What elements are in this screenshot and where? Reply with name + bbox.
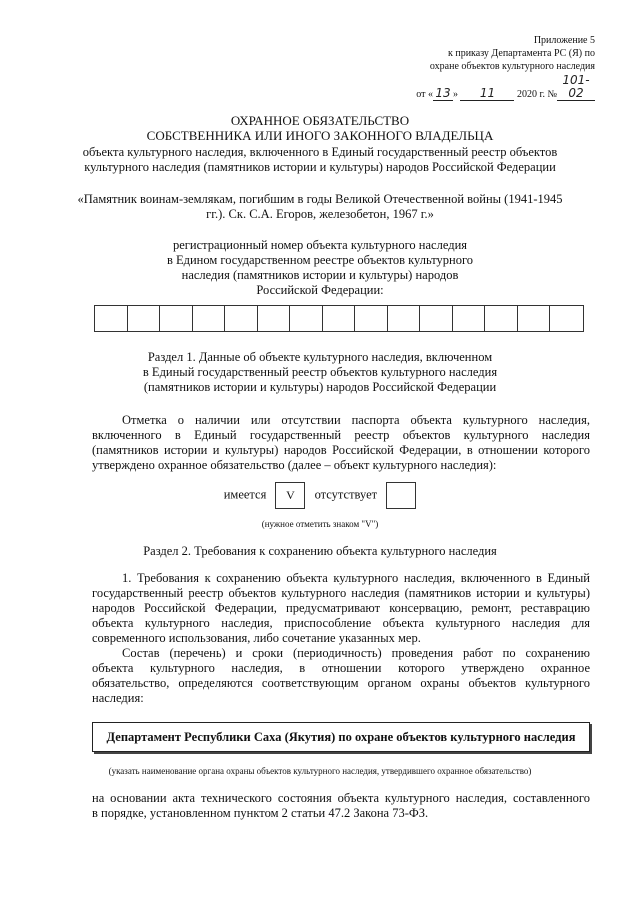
subtitle-line2: культурного наследия (памятников истории и культуры) народов Российской Федерации (84, 160, 556, 174)
date-month: 11 (460, 87, 514, 101)
basis-line2: в порядке, установленном пунктом 2 статьи 47.2 Закона 73-ФЗ. (92, 806, 429, 820)
req-line1: 1. Требования к сохранению объекта культурного наследия, включенного в Единый (122, 571, 590, 585)
registration-label (0, 238, 640, 298)
registration-cell[interactable] (453, 306, 486, 331)
registration-cell[interactable] (128, 306, 161, 331)
scope-line3: обязательство, определяются соответствующим органом охраны объектов культурного (92, 676, 590, 690)
title-line2: СОБСТВЕННИКА ИЛИ ИНОГО ЗАКОННОГО ВЛАДЕЛЬЦА (146, 128, 494, 143)
requirements-paragraph (92, 571, 590, 706)
req-line4: объекта культурного наследия, приспособление объекта культурного наследия для (92, 616, 590, 630)
registration-cell[interactable] (355, 306, 388, 331)
passport-line4: утверждено охранное обязательство (далее – объект культурного наследия): (92, 458, 497, 472)
registration-cell[interactable] (193, 306, 226, 331)
registration-number-grid (94, 305, 584, 332)
scope-line2: объекта культурного наследия, в отношении которого утверждено охранное (92, 661, 590, 675)
registration-cell[interactable] (518, 306, 551, 331)
section2-heading: Раздел 2. Требования к сохранению объекта культурного наследия (143, 544, 497, 558)
registration-cell[interactable] (258, 306, 291, 331)
section1-line2: в Единый государственный реестр объектов культурного наследия (142, 365, 498, 379)
authority-name-box: Департамент Республики Саха (Якутия) по охране объектов культурного наследия (92, 722, 590, 752)
passport-paragraph (92, 413, 590, 473)
req-line3: народов Российской Федерации, предусматривают консервацию, ремонт, реставрацию (92, 601, 590, 615)
basis-line1: на основании акта технического состояния объекта культурного наследия, составленного (92, 791, 590, 805)
section1-line1: Раздел 1. Данные об объекте культурного наследия, включенном (147, 350, 493, 364)
no-passport-label: отсутствует (314, 487, 378, 502)
passport-line3: (памятников истории и культуры) народов Российской Федерации, в отношении которого (92, 443, 590, 457)
registration-line1: регистрационный номер объекта культурного наследия (172, 238, 468, 252)
registration-cell[interactable] (225, 306, 258, 331)
authority-note: (указать наименование органа охраны объектов культурного наследия, утвердившего охранное обязательство) (108, 766, 532, 776)
registration-line4: Российской Федерации: (256, 283, 384, 297)
registration-line3: наследия (памятников истории и культуры) народов (181, 268, 459, 282)
appendix-line1: Приложение 5 (533, 35, 595, 46)
appendix-date-line (416, 74, 595, 101)
title-line1: ОХРАННОЕ ОБЯЗАТЕЛЬСТВО (230, 113, 410, 128)
registration-cell[interactable] (323, 306, 356, 331)
registration-cell[interactable] (550, 306, 583, 331)
appendix-header (416, 34, 595, 101)
section1-line3: (памятников истории и культуры) народов Российской Федерации (143, 380, 497, 394)
no-passport-checkbox[interactable] (386, 482, 416, 509)
req-line2: государственный реестр объектов культурного наследия (памятников истории и культуры) (92, 586, 590, 600)
registration-line2: в Едином государственном реестре объектов культурного (166, 253, 474, 267)
object-name (0, 192, 640, 222)
has-passport-checkbox[interactable]: V (275, 482, 305, 509)
section1-heading (0, 350, 640, 395)
req-line5: современного использования, либо сочетание указанных мер. (92, 631, 421, 645)
appendix-line2: к приказу Департамента РС (Я) по (447, 48, 595, 59)
passport-mark-row (0, 482, 640, 509)
mark-note: (нужное отметить знаком "V") (261, 519, 379, 529)
appendix-line3: охране объектов культурного наследия (429, 61, 595, 72)
scope-line4: наследия: (92, 691, 144, 705)
order-number: 101-02 (557, 74, 595, 101)
object-name-line1: «Памятник воинам-землякам, погибшим в годы Великой Отечественной войны (1941-1945 (77, 192, 563, 206)
object-name-line2: гг.). Ск. С.А. Егоров, железобетон, 1967 г.» (206, 207, 434, 221)
has-passport-label: имеется (223, 487, 267, 502)
document-subtitle (0, 145, 640, 175)
date-prefix: от « (416, 89, 433, 100)
date-year: 2020 г. № (516, 89, 557, 100)
registration-cell[interactable] (485, 306, 518, 331)
registration-cell[interactable] (388, 306, 421, 331)
basis-paragraph (92, 791, 590, 821)
date-day: 13 (433, 87, 453, 101)
passport-line2: включенного в Единый государственный реестр объектов культурного наследия (92, 428, 590, 442)
registration-cell[interactable] (95, 306, 128, 331)
registration-cell[interactable] (420, 306, 453, 331)
date-mid: » (452, 89, 458, 100)
subtitle-line1: объекта культурного наследия, включенного в Единый государственный реестр объектов (82, 145, 558, 159)
scope-line1: Состав (перечень) и сроки (периодичность) проведения работ по сохранению (122, 646, 590, 660)
document-title (0, 113, 640, 143)
registration-cell[interactable] (160, 306, 193, 331)
registration-cell[interactable] (290, 306, 323, 331)
passport-line1: Отметка о наличии или отсутствии паспорта объекта культурного наследия, (122, 413, 590, 427)
